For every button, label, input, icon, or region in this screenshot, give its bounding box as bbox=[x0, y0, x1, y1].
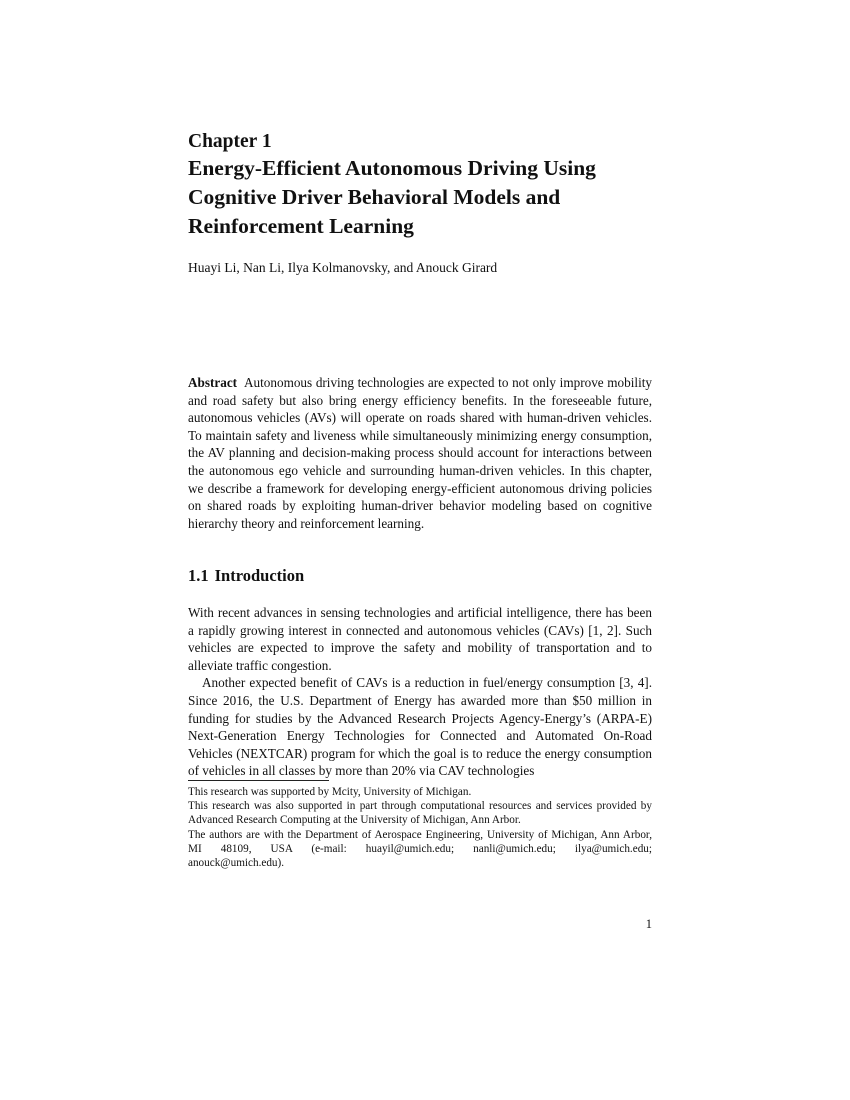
chapter-label: Chapter 1 bbox=[188, 131, 272, 152]
abstract-text: Autonomous driving technologies are expected to not only improve mobility and road safety but also bring energy efficiency benefits. In the foreseeable future, autonomous vehicles (AVs) will operate on roads shared with human-driven vehicles. To maintain safety and liveness while simultaneously minimizing energy consumption, the AV planning and decision-making process should account for interactions between the autonomous ego vehicle and surrounding human-driven vehicles. In this chapter, we describe a framework for developing energy-efficient autonomous driving policies on shared roads by exploiting human-driver behavior modeling based on cognitive hierarchy theory and reinforcement learning. bbox=[188, 375, 652, 531]
footnote-divider bbox=[188, 780, 329, 781]
introduction-body bbox=[188, 604, 652, 780]
section-number: 1.1 bbox=[188, 566, 209, 585]
footnote-computing: This research was also supported in part through computational resources and services provided by Advanced Research Computing at the University of Michigan, Ann Arbor. bbox=[188, 800, 652, 827]
paper-page bbox=[188, 0, 652, 1100]
abstract bbox=[188, 374, 652, 532]
chapter-title: Energy-Efficient Autonomous Driving Using Cognitive Driver Behavioral Models and Reinforcement Learning bbox=[188, 156, 596, 238]
footnotes bbox=[188, 785, 652, 870]
section-title: Introduction bbox=[214, 566, 305, 585]
page-number: 1 bbox=[645, 917, 652, 931]
footnote-affiliation: The authors are with the Department of Aerospace Engineering, University of Michigan, Ann Arbor, MI 48109, USA (e-mail: huayil@umich.edu; nanli@umich.edu; ilya@umich.edu; anouck@umich.edu). bbox=[188, 828, 652, 870]
intro-paragraph-2: Another expected benefit of CAVs is a reduction in fuel/energy consumption [3, 4]. Since 2016, the U.S. Department of Energy has awarded more than $50 million in funding for studies by the Advanced Research Projects Agency-Energy’s (ARPA-E) Next-Generation Energy Technologies for Connected and Automated On-Road Vehicles (NEXTCAR) program for which the goal is to reduce the energy consumption of vehicles in all classes by more than 20% via CAV technologies bbox=[188, 675, 652, 779]
abstract-label: Abstract bbox=[188, 375, 238, 390]
intro-paragraph-1: With recent advances in sensing technologies and artificial intelligence, there has been a rapidly growing interest in connected and autonomous vehicles (CAVs) [1, 2]. Such vehicles are expected to improve the safety and mobility of transportation and to alleviate traffic congestion. bbox=[188, 605, 652, 673]
section-heading bbox=[188, 565, 304, 587]
footnote-funding: This research was supported by Mcity, University of Michigan. bbox=[188, 786, 472, 798]
author-list: Huayi Li, Nan Li, Ilya Kolmanovsky, and Anouck Girard bbox=[188, 260, 498, 275]
